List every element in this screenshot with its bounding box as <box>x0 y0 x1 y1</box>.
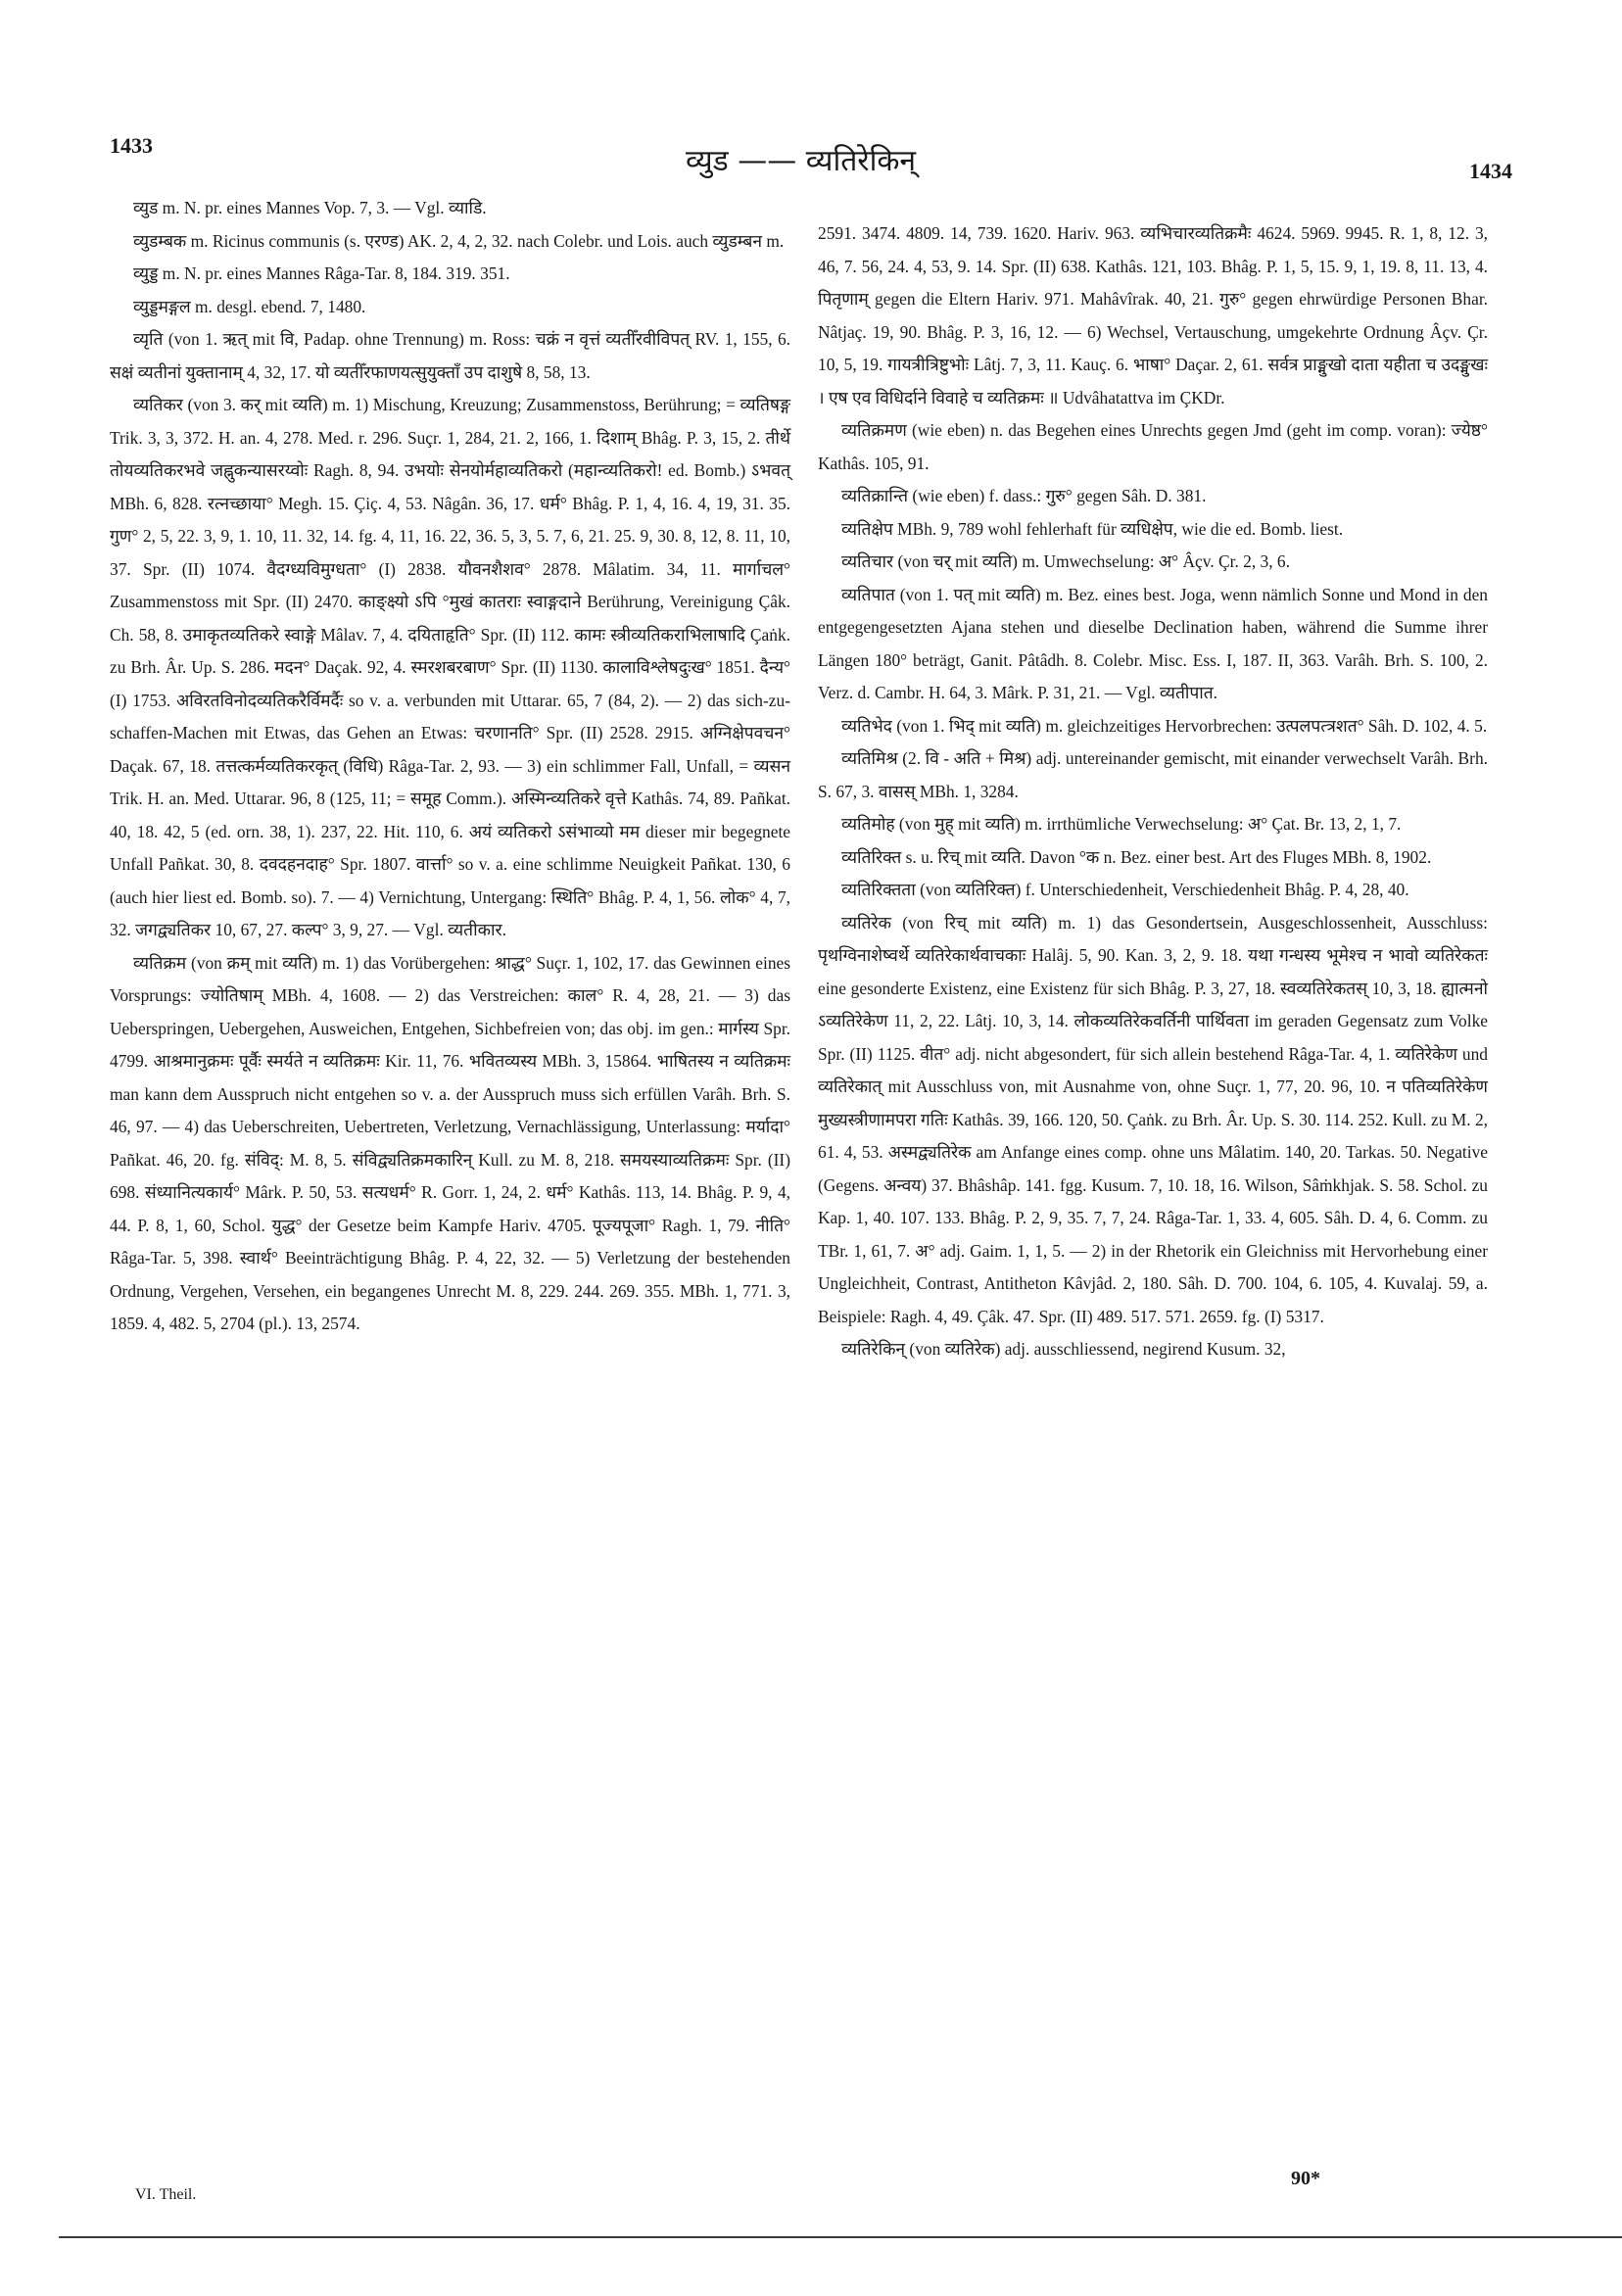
entry-vyudambaka: व्युडम्बक m. Ricinus communis (s. एरण्ड) AK. 2, 4, 2, 32. nach Colebr. und Lois. auch व्युडम्बन m. <box>133 230 785 251</box>
bottom-rule <box>59 2236 1622 2238</box>
entry-vyatimoha: व्यतिमोह (von मुह् mit व्यति) m. irrthümliche Verwechselung: अ° Çat. Br. 13, 2, 1, 7. <box>841 814 1402 834</box>
entry-vyatirikta: व्यतिरिक्त s. u. रिच् mit व्यति. Davon °क n. Bez. einer best. Art des Fluges MBh. 8, 1902. <box>841 846 1432 867</box>
entry-vyatimisra: व्यतिमिश्र (2. वि - अति + मिश्र) adj. untereinander gemischt, mit einander verwechselt Varâh. Brh. S. 67, 3. वासस् MBh. 1, 3284. <box>818 748 1488 801</box>
running-heading: व्युड —— व्यतिरेकिन् <box>686 144 917 178</box>
signature-mark: 90* <box>1291 2168 1320 2189</box>
entry-vyatirekin: व्यतिरेकिन् (von व्यतिरेक) adj. ausschliessend, negirend Kusum. 32, <box>841 1339 1286 1359</box>
entry-vyatikrama-continued: 2591. 3474. 4809. 14, 739. 1620. Hariv. 963. व्यभिचारव्यतिक्रमैः 4624. 5969. 9945. R. 1, 8, 12. 3, 46, 7. 56, 24. 4, 53, 9. 14. Spr. (II) 638. Kathâs. 121, 103. Bhâg. P. 1, 5, 15. 9, 1, 19. 8, 11. 13, 4. पितृणाम् gegen die Eltern Hariv. 971. Mahâvîrak. 40, 21. गुरु° gegen ehrwürdige Personen Bhar. Nâtjaç. 19, 90. Bhâg. P. 3, 16, 12. — 6) Wechsel, Vertauschung, umgekehrte Ordnung Âçv. Çr. 10, 5, 19. गायत्रीत्रिष्टुभोः Lâtj. 7, 3, 11. Kauç. 6. भाषा° Daçar. 2, 61. सर्वत्र प्राङ्मुखो दाता यहीता च उदङ्मुखः । एष एव विधिर्दाने विवाहे च व्यतिक्रमः ॥ Udvâhatattva im ÇKDr. <box>818 223 1488 407</box>
volume-footer: VI. Theil. <box>135 2186 197 2203</box>
entry-vyatikranti: व्यतिक्रान्ति (wie eben) f. dass.: गुरु° gegen Sâh. D. 381. <box>841 486 1207 505</box>
right-page-number: 1434 <box>1469 159 1512 183</box>
entry-vyatikramana: व्यतिक्रमण (wie eben) n. das Begehen eines Unrechts gegen Jmd (geht im comp. voran): ज्येष्ठ° Kathâs. 105, 91. <box>818 420 1488 473</box>
entry-vyudda: व्युड्ड m. N. pr. eines Mannes Râga-Tar. 8, 184. 319. 351. <box>133 263 510 283</box>
entry-vyuda: व्युड m. N. pr. eines Mannes Vop. 7, 3. — Vgl. व्याडि. <box>133 198 487 217</box>
entry-vyuddamangala: व्युड्डमङ्गल m. desgl. ebend. 7, 1480. <box>133 296 366 316</box>
entry-vyatibheda: व्यतिभेद (von 1. भिद् mit व्यति) m. gleichzeitiges Hervorbrechen: उत्पलपत्त्रशत° Sâh. D. 102, 4. 5. <box>841 715 1488 736</box>
entry-vyatiriktata: व्यतिरिक्तता (von व्यतिरिक्त) f. Unterschiedenheit, Verschiedenheit Bhâg. P. 4, 28, 40. <box>841 880 1409 899</box>
entry-vyatipata: व्यतिपात (von 1. पत् mit व्यति) m. Bez. eines best. Joga, wenn nämlich Sonne und Mond in den entgegengesetzten Ajana stehen und dieselbe Declination haben, während die Summe ihrer Längen 180° beträgt, Ganit. Pâtâdh. 8. Colebr. Misc. Ess. I, 187. II, 363. Varâh. Brh. S. 100, 2. Verz. d. Cambr. H. 64, 3. Mârk. P. 31, 21. — Vgl. व्यतीपात. <box>818 584 1488 702</box>
entry-vyatikrama: व्यतिक्रम (von क्रम् mit व्यति) m. 1) das Vorübergehen: श्राद्ध° Suçr. 1, 102, 17. das Gewinnen eines Vorsprungs: ज्योतिषाम् MBh. 4, 1608. — 2) das Verstreichen: काल° R. 4, 28, 21. — 3) das Ueberspringen, Uebergehen, Ausweichen, Entgehen, Sichbefreien von; das obj. im gen.: मार्गस्य Spr. 4799. आश्रमानुक्रमः पूर्वैः स्मर्यते न व्यतिक्रमः Kir. 11, 76. भवितव्यस्य MBh. 3, 15864. भाषितस्य न व्यतिक्रमः man kann dem Ausspruch nicht entgehen so v. a. der Ausspruch muss sich erfüllen Varâh. Brh. S. 46, 97. — 4) das Ueberschreiten, Uebertreten, Verletzung, Vernachlässigung, Unterlassung: मर्यादा° Pañkat. 46, 20. fg. संविद्: M. 8, 5. संविद्व्यतिक्रमकारिन् Kull. zu M. 8, 218. समयस्याव्यतिक्रमः Spr. (II) 698. संध्यानित्यकार्य° Mârk. P. 50, 53. सत्यधर्म° R. Gorr. 1, 24, 2. धर्म° Kathâs. 113, 14. Bhâg. P. 9, 4, 44. P. 8, 1, 60, Schol. युद्ध° der Gesetze beim Kampfe Hariv. 4705. पूज्यपूजा° Ragh. 1, 79. नीति° Râga-Tar. 5, 398. स्वार्थ° Beeinträchtigung Bhâg. P. 4, 22, 32. — 5) Verletzung der bestehenden Ordnung, Vergehen, Versehen, ein begangenes Unrecht M. 8, 229. 244. 269. 355. MBh. 1, 771. 3, 1859. 4, 482. 5, 2704 (pl.). 13, 2574. <box>110 952 790 1333</box>
entry-vyaticara: व्यतिचार (von चर् mit व्यति) m. Umwechselung: अ° Âçv. Çr. 2, 3, 6. <box>841 551 1290 571</box>
entry-vyrti: व्यृति (von 1. ऋत् mit वि, Padap. ohne Trennung) m. Ross: चक्रं न वृत्तं व्यतीँरवीविपत् RV. 1, 155, 6. सक्षं व्यतीनां युक्तानाम् 4, 32, 17. यो व्यतीँरफाणयत्सुयुक्ताँ उप दाशुषे 8, 58, 13. <box>110 329 790 382</box>
right-column <box>818 217 1488 1366</box>
entry-vyatireka: व्यतिरेक (von रिच् mit व्यति) m. 1) das Gesondertsein, Ausgeschlossenheit, Ausschluss: पृथग्विनाशेष्वर्थे व्यतिरेकार्थवाचकाः Halâj. 5, 90. Kan. 3, 2, 9. 18. यथा गन्धस्य भूमेश्च न भावो व्यतिरेकतः eine gesonderte Existenz, eine Existenz für sich Bhâg. P. 3, 27, 18. स्वव्यतिरेकतस् 10, 3, 18. ह्यात्मनो ऽव्यतिरेकेण 11, 2, 22. Lâtj. 10, 3, 14. लोकव्यतिरेकवर्तिनी पार्थिवता im geraden Gegensatz zum Volke Spr. (II) 1125. वीत° adj. nicht abgesondert, für sich allein bestehend Râga-Tar. 4, 1. व्यतिरेकेण und व्यतिरेकात् mit Ausschluss von, mit Ausnahme von, ohne Suçr. 1, 77, 20. 96, 10. न पतिव्यतिरेकेण मुख्यस्त्रीणामपरा गतिः Kathâs. 39, 166. 120, 50. Çaṅk. zu Brh. Âr. Up. S. 30. 114. 252. Kull. zu M. 2, 61. 4, 53. अस्मद्व्यतिरेक am Anfange eines comp. ohne uns Mâlatim. 140, 20. Tarkas. 50. Negative (Gegens. अन्वय) 37. Bhâshâp. 141. fgg. Kusum. 7, 10. 18, 16. Wilson, Sâṁkhjak. S. 58. Schol. zu Kap. 1, 40. 107. 133. Bhâg. P. 2, 9, 35. 7, 7, 24. Râga-Tar. 1, 33. 4, 605. Sâh. D. 4, 6. Comm. zu TBr. 1, 61, 7. अ° adj. Gaim. 1, 1, 5. — 2) in der Rhetorik ein Gleichniss mit Hervorhebung einer Ungleichheit, Contrast, Antitheton Kâvjâd. 2, 180. Sâh. D. 700. 104, 6. 105, 4. Kuvalaj. 59, a. Beispiele: Ragh. 4, 49. Çâk. 47. Spr. (II) 489. 517. 571. 2659. fg. (I) 5317. <box>818 912 1488 1326</box>
left-page-number: 1433 <box>110 133 153 158</box>
entry-vyatiksepa: व्यतिक्षेप MBh. 9, 789 wohl fehlerhaft für व्यधिक्षेप, wie die ed. Bomb. liest. <box>841 518 1344 539</box>
left-column <box>110 192 790 1341</box>
entry-vyatikara: व्यतिकर (von 3. कर् mit व्यति) m. 1) Mischung, Kreuzung; Zusammenstoss, Berührung; = व्यतिषङ्ग Trik. 3, 3, 372. H. an. 4, 278. Med. r. 296. Suçr. 1, 284, 21. 2, 166, 1. दिशाम् Bhâg. P. 3, 15, 2. तीर्थे तोयव्यतिकरभवे जह्नुकन्यासरय्वोः Ragh. 8, 94. उभयोः सेनयोर्महाव्यतिकरो (महान्व्यतिकरो! ed. Bomb.) ऽभवत् MBh. 6, 828. रत्नच्छाया° Megh. 15. Çiç. 4, 53. Nâgân. 36, 17. धर्म° Bhâg. P. 1, 4, 16. 4, 19, 31. 35. गुण° 2, 5, 22. 3, 9, 1. 10, 11. 32, 14. fg. 4, 11, 16. 22, 36. 5, 3, 5. 7, 6, 21. 25. 9, 30. 8, 12, 8. 11, 10, 37. Spr. (II) 1074. वैदग्ध्यविमुग्धता° (I) 2838. यौवनशैशव° 2878. Mâlatim. 34, 11. मार्गाचल° Zusammenstoss mit Spr. (II) 2470. काङ्क्ष्यो ऽपि °मुखं कातराः स्वाङ्गदाने Berührung, Vereinigung Çâk. Ch. 58, 8. उमाकृतव्यतिकरे स्वाङ्गे Mâlav. 7, 4. दयिताहृति° Spr. (II) 112. कामः स्त्रीव्यतिकराभिलाषादि Çaṅk. zu Brh. Âr. Up. S. 286. मदन° Daçak. 92, 4. स्मरशबरबाण° Spr. (II) 1130. कालाविश्लेषदुःख° 1851. दैन्य° (I) 1753. अविरतविनोदव्यतिकरैर्विमर्दैः so v. a. verbunden mit Uttarar. 65, 7 (84, 2). — 2) das sich-zu-schaffen-Machen mit Etwas, das Gehen an Etwas: चरणानति° Spr. (II) 2528. 2915. अग्निक्षेपवचन° Daçak. 67, 18. तत्तत्कर्मव्यतिकरकृत् (विधि) Râga-Tar. 2, 93. — 3) ein schlimmer Fall, Unfall, = व्यसन Trik. H. an. Med. Uttarar. 96, 8 (125, 11; = समूह Comm.). अस्मिन्व्यतिकरे वृत्ते Kathâs. 74, 89. Pañkat. 40, 18. 42, 5 (ed. orn. 38, 1). 237, 22. Hit. 110, 6. अयं व्यतिकरो ऽसंभाव्यो मम dieser mir begegnete Unfall Pañkat. 30, 8. दवदहनदाह° Spr. 1807. वार्त्ता° so v. a. eine schlimme Neuigkeit Pañkat. 130, 6 (auch hier liest ed. Bomb. so). 7. — 4) Vernichtung, Untergang: स्थिति° Bhâg. P. 4, 1, 56. लोक° 4, 7, 32. जगद्व्यतिकर 10, 67, 27. कल्प° 3, 9, 27. — Vgl. व्यतीकार. <box>110 395 790 939</box>
